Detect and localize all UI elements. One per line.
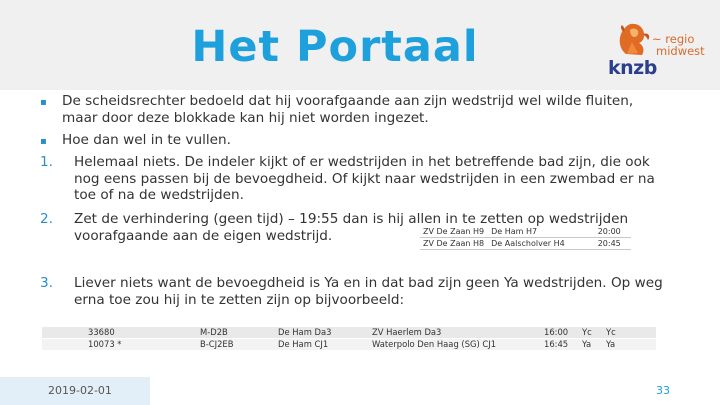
page-number: 33 [656,384,670,397]
table-cell: Ya [602,339,656,351]
table-cell: De Ham Da3 [274,327,368,339]
item-text-line2: voorafgaande aan de eigen wedstrijd. [74,227,333,244]
lion-crest-icon [612,20,656,60]
table-cell: ZV De Zaan H9 [420,226,488,238]
bullet-marker: ▪ [40,136,47,147]
item-number: 2. [40,211,53,227]
bullet-text: De scheidsrechter bedoeld dat hij voorafgaande aan zijn wedstrijd wel wilde fluiten, maar door deze blokkade kan hij niet worden ingezet. [62,93,634,126]
bullet-text: Hoe dan wel in te vullen. [62,132,231,148]
region-line2: midwest [656,44,705,58]
knzb-logo [606,20,716,80]
table-cell: De Aalscholver H4 [488,237,595,249]
numbered-item [40,154,670,204]
table-cell: M-D2B [196,327,274,339]
item-text: Helemaal niets. De indeler kijkt of er wedstrijden in het betreffende bad zijn, die ook nog eens passen bij de bevoegdheid. Of kijkt naar wedstrijden in een zwembad er na toe of na de wedstrijden. [74,154,655,203]
item-text: Liever niets want de bevoegdheid is Ya en in dat bad zijn geen Ya wedstrijden. Op weg erna toe zou hij in te zetten zijn op bijvoorbeeld: [74,275,663,308]
table-cell: De Ham H7 [488,226,595,238]
table-cell: 16:00 [540,327,578,339]
table-row [420,237,631,249]
table-cell: ZV De Zaan H8 [420,237,488,249]
table-cell: Yc [602,327,656,339]
table-cell: 33680 [42,327,196,339]
table-cell: 16:45 [540,339,578,351]
table-row [42,339,656,351]
table-cell: ZV Haerlem Da3 [368,327,540,339]
table-row [42,327,656,339]
slide-footer [0,377,720,405]
table-cell: B-CJ2EB [196,339,274,351]
footer-date: 2019-02-01 [0,377,150,405]
region-line1: ~ regio [652,32,695,46]
item-text-line1: Zet de verhindering (geen tijd) – 19:55 dan is hij allen in te zetten op wedstrijden [74,211,629,227]
region-label [652,33,705,57]
item-number: 1. [40,154,53,170]
numbered-item [40,275,670,308]
item-number: 3. [40,275,53,291]
table-cell: Ya [578,339,602,351]
example-match-table [42,327,656,351]
slide-title: Het Portaal [191,22,479,72]
bullet-marker: ▪ [40,97,47,108]
table-cell: 20:00 [595,226,631,238]
bullet-item [40,93,670,126]
table-cell: De Ham CJ1 [274,339,368,351]
inline-match-table [420,226,631,250]
table-cell: Yc [578,327,602,339]
table-cell: Waterpolo Den Haag (SG) CJ1 [368,339,540,351]
slide-header [0,0,720,90]
numbered-item [40,211,670,248]
table-row [420,226,631,238]
bullet-item [40,132,670,149]
brand-name: knzb [608,57,657,79]
table-cell: 20:45 [595,237,631,249]
table-cell: 10073 * [42,339,196,351]
